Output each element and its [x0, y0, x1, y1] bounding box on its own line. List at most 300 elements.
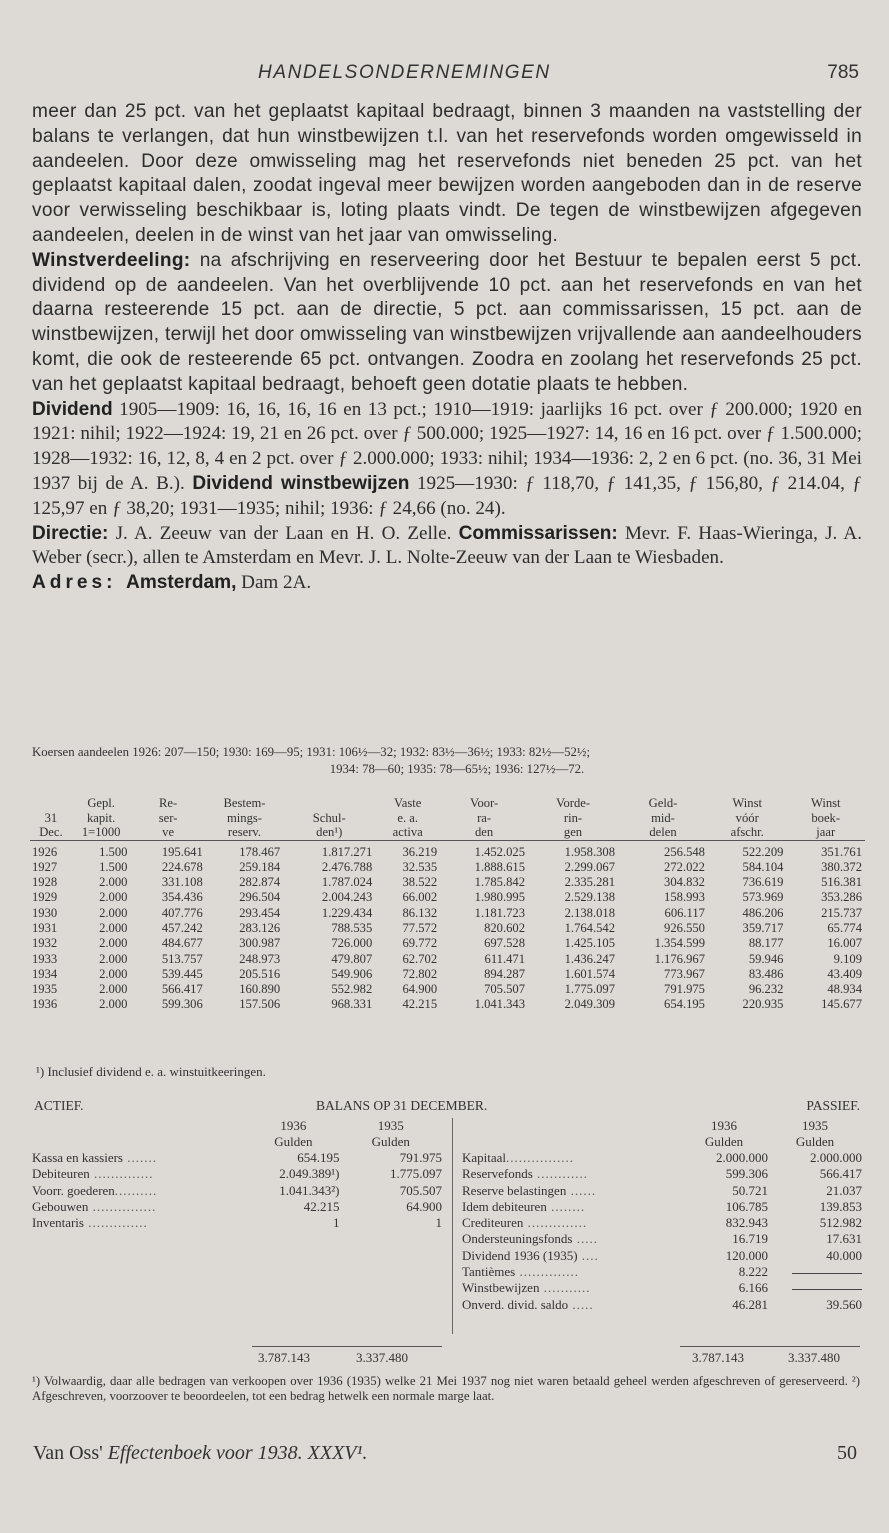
leader-dots: .......	[122, 1150, 157, 1165]
list-item	[32, 1215, 442, 1231]
value-cell: 1.980.995	[474, 890, 526, 905]
table-row	[30, 860, 865, 875]
list-item	[462, 1166, 862, 1182]
stats-header-line: kapit.	[86, 810, 116, 825]
body-text	[32, 100, 862, 596]
table-row	[30, 967, 865, 982]
stats-header-line: ra-	[477, 810, 492, 825]
leader-dots: ..............	[89, 1166, 154, 1182]
directie-text: J. A. Zeeuw van der Laan en H. O. Zelle.	[108, 522, 459, 544]
item-label: Reservefonds	[462, 1166, 533, 1182]
balance-item-label	[32, 1215, 247, 1231]
footer-prefix: Van Oss'	[33, 1442, 103, 1464]
stats-header-cell	[528, 796, 618, 840]
balance-item-label	[32, 1199, 247, 1215]
commissarissen-label: Commissarissen:	[458, 522, 618, 544]
value-cell: 72.802	[402, 966, 438, 981]
leader-dots: ......	[566, 1182, 597, 1198]
value-cell: 59.946	[748, 951, 784, 966]
year-cell: 1930	[32, 905, 58, 920]
passief-total-1935: 3.337.480	[788, 1350, 840, 1365]
stats-header-line: rin-	[563, 810, 583, 825]
leader-dots: ................	[506, 1150, 575, 1165]
value-cell: 736.619	[742, 875, 784, 890]
value-cell: 697.528	[484, 936, 526, 951]
value-cell: 968.331	[331, 997, 373, 1012]
passief-total-1936: 3.787.143	[692, 1350, 744, 1365]
item-label: Debiteuren	[32, 1166, 90, 1182]
passief-label: PASSIEF.	[806, 1098, 860, 1113]
value-cell: 705.507	[484, 982, 526, 997]
balance-value: 705.507	[399, 1182, 442, 1198]
unit-header: Gulden	[274, 1134, 313, 1149]
value-cell: 178.467	[239, 844, 281, 859]
value-cell: 522.209	[742, 844, 784, 859]
year-cell: 1932	[32, 936, 58, 951]
stats-header-cell	[440, 796, 528, 840]
value-cell: 2.529.138	[564, 890, 615, 905]
value-cell: 2.000	[99, 936, 128, 951]
balans-heading	[32, 1098, 862, 1116]
value-cell: 2.004.243	[321, 890, 373, 905]
stats-header-line: Vorde-	[555, 796, 591, 810]
value-cell: 1.425.105	[564, 936, 615, 951]
value-cell: 1.436.247	[564, 951, 615, 966]
balance-value: 120.000	[725, 1247, 768, 1263]
page-number: 785	[827, 62, 859, 83]
value-cell: 791.975	[664, 982, 705, 997]
year-cell: 1929	[32, 890, 58, 905]
balance-value: 654.195	[297, 1150, 340, 1165]
value-cell: 573.969	[742, 890, 784, 905]
balance-value: 1	[435, 1215, 442, 1231]
year-cell: 1936	[32, 997, 58, 1012]
value-cell: 926.550	[664, 920, 705, 935]
value-cell: 157.506	[239, 997, 281, 1012]
year-cell: 1928	[32, 875, 58, 890]
year-cell: 1935	[32, 982, 58, 997]
adres-label: Adres:	[32, 572, 117, 594]
leader-dots: ............	[532, 1166, 589, 1182]
stats-header-line: Bestem-	[223, 796, 266, 810]
item-label: Crediteuren	[462, 1215, 524, 1231]
leader-dots: ...............	[88, 1198, 157, 1214]
balance-value: 2.000.000	[810, 1150, 862, 1165]
value-cell: 552.982	[331, 982, 373, 997]
value-cell: 773.967	[664, 966, 705, 981]
value-cell: 1.785.842	[474, 875, 526, 890]
value-cell: 1.500	[99, 859, 128, 874]
value-cell: 353.286	[821, 890, 862, 905]
statistics-table-header	[30, 796, 865, 840]
value-cell: 726.000	[331, 936, 373, 951]
stats-header-line: Winst	[810, 796, 841, 810]
balance-value: 16.719	[732, 1231, 768, 1247]
paragraph-winstverdeeling	[32, 249, 862, 398]
passief-table	[462, 1118, 862, 1313]
balance-item-label	[462, 1215, 680, 1231]
value-cell: 77.572	[402, 920, 438, 935]
value-cell: 513.757	[161, 951, 203, 966]
value-cell: 788.535	[331, 920, 373, 935]
value-cell: 248.973	[239, 951, 281, 966]
dash-mark	[792, 1289, 862, 1290]
balance-value: 566.417	[819, 1166, 862, 1182]
stats-header-line: activa	[392, 825, 423, 839]
value-cell: 48.934	[827, 982, 862, 997]
year-1935-header: 1935	[802, 1118, 828, 1133]
stats-header-cell	[30, 796, 72, 840]
year-1936-header: 1936	[280, 1118, 307, 1133]
stats-header-line: vóór	[735, 810, 759, 825]
list-item	[462, 1264, 862, 1280]
value-cell: 86.132	[402, 905, 438, 920]
stats-header-line: boek-	[811, 810, 841, 825]
value-cell: 69.772	[402, 936, 438, 951]
balance-value: 42.215	[303, 1198, 340, 1214]
value-cell: 486.206	[742, 905, 784, 920]
dash-mark	[792, 1273, 862, 1274]
balance-item-label	[462, 1183, 680, 1199]
paragraph-dividend	[32, 398, 862, 522]
page-footer	[33, 1442, 857, 1465]
value-cell: 2.049.309	[564, 997, 615, 1012]
list-item	[462, 1183, 862, 1199]
item-label: Kassa en kassiers	[32, 1150, 123, 1165]
balance-value: 512.982	[819, 1215, 862, 1231]
leader-dots: ...........	[539, 1280, 591, 1296]
item-label: Gebouwen	[32, 1198, 89, 1214]
list-item	[462, 1215, 862, 1231]
value-cell: 1.181.723	[474, 905, 526, 920]
value-cell: 407.776	[161, 905, 203, 920]
value-cell: 300.987	[239, 936, 281, 951]
balans-divider	[452, 1118, 453, 1334]
stats-header-line: Gepl.	[87, 796, 115, 810]
stats-header-cell	[375, 796, 440, 840]
table-row	[30, 997, 865, 1012]
value-cell: 1.775.097	[564, 982, 615, 997]
balance-value	[768, 1264, 862, 1280]
value-cell: 479.807	[331, 951, 373, 966]
value-cell: 2.000	[99, 890, 128, 905]
stats-header-line: Schul-	[312, 810, 346, 825]
balance-value: 1.775.097	[390, 1166, 442, 1182]
value-cell: 1.354.599	[654, 936, 705, 951]
table-row	[30, 921, 865, 936]
list-item	[462, 1231, 862, 1247]
stats-header-line: mings-	[226, 810, 262, 825]
list-item	[32, 1183, 442, 1199]
item-label: Idem debiteuren	[462, 1198, 547, 1214]
item-label: Onverd. divid. saldo	[462, 1296, 569, 1312]
stats-header-line: ve	[162, 825, 175, 839]
balance-item-label	[462, 1264, 680, 1280]
balance-value: 139.853	[819, 1198, 862, 1214]
balance-value: 39.560	[826, 1296, 862, 1312]
footnote-dividend: ¹) Inclusief dividend e. a. winstuitkeeringen.	[36, 1064, 266, 1079]
year-cell: 1933	[32, 951, 58, 966]
table-row	[30, 875, 865, 890]
balance-item-label	[462, 1280, 680, 1296]
stats-header-line: 1=1000	[81, 825, 121, 839]
value-cell: 1.601.574	[564, 966, 615, 981]
value-cell: 654.195	[664, 997, 705, 1012]
value-cell: 16.007	[827, 936, 862, 951]
year-cell: 1934	[32, 966, 58, 981]
stats-header-line: Winst	[732, 796, 762, 810]
value-cell: 380.372	[821, 859, 862, 874]
koersen-line-1: Koersen aandeelen 1926: 207—150; 1930: 169—95; 1931: 106½—32; 1932: 83½—36½; 1933: 82½—52½;	[32, 745, 591, 759]
actief-total-rule	[252, 1346, 442, 1347]
value-cell: 331.108	[161, 875, 203, 890]
value-cell: 611.471	[484, 951, 526, 966]
balance-value: 106.785	[725, 1198, 768, 1214]
stats-header-line: reserv.	[227, 825, 262, 839]
commissarissen-text: Mevr. F. Haas-Wieringa, J. A. Weber (secr.), allen te Amsterdam en Mevr. J. L. Nolte-Zeeuw van der Laan te Wiesbaden.	[32, 522, 862, 569]
balance-value: 17.631	[826, 1231, 862, 1247]
item-label: Ondersteuningsfonds	[462, 1231, 573, 1247]
value-cell: 96.232	[748, 982, 784, 997]
value-cell: 2.000	[99, 966, 128, 981]
stats-header-line: 31	[44, 810, 58, 825]
stats-header-line: ser-	[158, 810, 178, 825]
balance-item-label	[462, 1297, 680, 1313]
year-cell: 1927	[32, 859, 58, 874]
koersen-line-2: 1934: 78—60; 1935: 78—65½; 1936: 127½—72.	[329, 762, 585, 776]
adres-street: Dam 2A.	[236, 572, 312, 594]
value-cell: 2.000	[99, 982, 128, 997]
balans-passief	[462, 1118, 862, 1313]
leader-dots: ..........	[114, 1182, 158, 1198]
value-cell: 256.548	[664, 844, 705, 859]
leader-dots: .....	[568, 1296, 594, 1312]
value-cell: 354.436	[161, 890, 203, 905]
dividend-text: 1905—1909: 16, 16, 16, 16 en 13 pct.; 1910—1919: jaarlijks 16 pct. over ƒ 200.000; 1920 en 1921: nihil; 1922—1924: 19, 21 en 26 pct. over ƒ 500.000; 1925—1927: 14, 16 en 16 pct. over ƒ 1.500.000; 1928—1932: 16, 12, 8, 4 en 2 pct. over ƒ 2.000.000; 1933: nihil; 1934—1936: 2, 2 en 6 pct. (no. 36, 31 Mei 1937 bij de A. B.).	[32, 398, 862, 494]
balance-value: 2.000.000	[716, 1150, 768, 1165]
balance-value: 46.281	[732, 1296, 768, 1312]
value-cell: 145.677	[821, 997, 862, 1012]
stats-header-cell	[786, 796, 865, 840]
value-cell: 1.041.343	[474, 997, 526, 1012]
balance-value: 1	[333, 1215, 340, 1231]
stats-header-cell	[618, 796, 708, 840]
footer-page-number: 50	[837, 1442, 857, 1464]
value-cell: 32.535	[402, 859, 438, 874]
balance-value: 599.306	[725, 1166, 768, 1182]
stats-header-cell	[130, 796, 205, 840]
item-label: Reserve belastingen	[462, 1182, 567, 1198]
value-cell: 62.702	[402, 951, 438, 966]
balance-item-label	[462, 1248, 680, 1264]
value-cell: 272.022	[664, 859, 705, 874]
value-cell: 88.177	[748, 936, 784, 951]
actief-total-1935: 3.337.480	[356, 1350, 408, 1365]
year-cell: 1931	[32, 920, 58, 935]
actief-table	[32, 1118, 442, 1231]
unit-header: Gulden	[371, 1134, 410, 1149]
value-cell: 584.104	[742, 859, 784, 874]
value-cell: 1.958.308	[564, 844, 615, 859]
item-label: Winstbewijzen	[462, 1280, 540, 1296]
value-cell: 220.935	[742, 997, 784, 1012]
stats-header-line: delen	[649, 825, 677, 839]
stats-header-line: gen	[563, 825, 583, 839]
value-cell: 9.109	[833, 951, 862, 966]
value-cell: 64.900	[402, 982, 438, 997]
value-cell: 43.409	[827, 966, 862, 981]
value-cell: 160.890	[239, 982, 281, 997]
value-cell: 1.888.615	[474, 859, 526, 874]
list-item	[462, 1150, 862, 1166]
passief-total-rule	[680, 1346, 860, 1347]
value-cell: 2.000	[99, 997, 128, 1012]
list-item	[462, 1280, 862, 1296]
statistics-table-body	[30, 840, 865, 1013]
table-row	[30, 906, 865, 921]
dividend-winstbewijzen-label: Dividend winstbewijzen	[192, 472, 410, 494]
balance-item-label	[462, 1231, 680, 1247]
leader-dots: ........	[546, 1198, 586, 1214]
value-cell: 296.504	[239, 890, 281, 905]
unit-header: Gulden	[795, 1134, 835, 1149]
value-cell: 66.002	[402, 890, 438, 905]
value-cell: 42.215	[402, 997, 438, 1012]
stats-header-line: Vaste	[394, 796, 422, 810]
value-cell: 1.500	[99, 844, 128, 859]
footer-book-title: Effectenboek voor 1938. XXXV¹.	[107, 1442, 368, 1464]
value-cell: 283.126	[239, 920, 281, 935]
table-row	[30, 952, 865, 967]
balance-value: 1.041.343²)	[279, 1182, 340, 1198]
adres-city: Amsterdam,	[126, 572, 237, 594]
balance-value: 791.975	[399, 1150, 442, 1165]
value-cell: 2.000	[99, 905, 128, 920]
balance-item-label	[32, 1166, 247, 1182]
value-cell: 1.452.025	[474, 844, 526, 859]
item-label: Voorr. goederen	[32, 1182, 115, 1198]
item-label: Tantièmes	[462, 1264, 516, 1280]
list-item	[462, 1248, 862, 1264]
balance-item-label	[462, 1199, 680, 1215]
footnote-balans: ¹) Volwaardig, daar alle bedragen van verkoopen over 1936 (1935) welke 21 Mei 1937 nog niet waren betaald geheel werden afgeschreven of gereserveerd. ²) Afgeschreven, voorzoover te beoordeelen, tot een bedrag hetwelk een normale marge laat.	[32, 1374, 860, 1403]
value-cell: 566.417	[161, 982, 203, 997]
value-cell: 820.602	[484, 920, 526, 935]
stats-header-cell	[206, 796, 283, 840]
value-cell: 894.287	[484, 966, 526, 981]
value-cell: 36.219	[402, 844, 438, 859]
balance-item-label	[462, 1166, 680, 1182]
stats-header-line: Geld-	[648, 796, 678, 810]
value-cell: 1.176.967	[654, 951, 705, 966]
value-cell: 2.299.067	[564, 859, 615, 874]
value-cell: 599.306	[161, 997, 203, 1012]
value-cell: 359.717	[742, 920, 784, 935]
list-item	[32, 1199, 442, 1215]
list-item	[462, 1297, 862, 1313]
value-cell: 2.000	[99, 951, 128, 966]
stats-header-line: e. a.	[397, 810, 418, 825]
balans-title: BALANS OP 31 DECEMBER.	[316, 1098, 488, 1113]
table-row	[30, 890, 865, 905]
value-cell: 539.445	[161, 966, 203, 981]
stats-header-line: afschr.	[730, 825, 764, 839]
balance-item-label	[32, 1183, 247, 1199]
value-cell: 195.641	[161, 844, 203, 859]
stats-header-line: mid-	[651, 810, 675, 825]
unit-header: Gulden	[704, 1134, 744, 1149]
value-cell: 457.242	[161, 920, 203, 935]
value-cell: 304.832	[664, 875, 705, 890]
winstverdeeling-label: Winstverdeeling:	[32, 249, 191, 271]
stats-header-line: jaar	[816, 825, 836, 839]
leader-dots: ..............	[83, 1215, 148, 1231]
value-cell: 2.000	[99, 875, 128, 890]
leader-dots: ..............	[523, 1215, 588, 1231]
list-item	[32, 1166, 442, 1182]
stats-header-cell	[283, 796, 375, 840]
value-cell: 215.737	[821, 905, 862, 920]
dividend-winstbewijzen-text: 1925—1930: ƒ 118,70, ƒ 141,35, ƒ 156,80, ƒ 214.04, ƒ 125,97 en ƒ 38,20; 1931—1935; nihil; 1936: ƒ 24,66 (no. 24).	[32, 472, 862, 519]
value-cell: 516.381	[821, 875, 862, 890]
directie-label: Directie:	[32, 522, 109, 544]
balance-value: 40.000	[826, 1247, 862, 1263]
value-cell: 205.516	[239, 966, 281, 981]
balance-value: 8.222	[738, 1264, 768, 1280]
leader-dots: ..............	[515, 1264, 579, 1280]
statistics-table	[30, 796, 865, 1013]
stats-header-line: den¹)	[316, 825, 343, 839]
balance-value: 64.900	[406, 1198, 442, 1214]
balance-value: 6.166	[738, 1280, 768, 1296]
balance-value: 2.049.389¹)	[279, 1166, 340, 1182]
value-cell: 606.117	[664, 905, 705, 920]
stats-header-line: den	[474, 825, 494, 839]
value-cell: 2.138.018	[564, 905, 615, 920]
winstverdeeling-text: na afschrijving en reserveering door het Bestuur te bepalen eerst 5 pct. dividend op de aandeelen. Van het overblijvende 10 pct. aan het reservefonds en van het daarna resteerende 15 pct. aan de directie, 5 pct. aan commissarissen, 15 pct. aan de winstbewijzen, terwijl het door omwisseling van winstbewijzen vrijvallende aan aandeelhouders komt, die ook de resteerende 65 pct. ontvangen. Zoodra en zoolang het reservefonds 25 pct. van het geplaatst kapitaal bedraagt, behoeft geen dotatie plaats te hebben.	[32, 249, 862, 395]
value-cell: 158.993	[664, 890, 705, 905]
actief-total-1936: 3.787.143	[258, 1350, 310, 1365]
leader-dots: ....	[577, 1247, 599, 1263]
actief-label: ACTIEF.	[34, 1098, 84, 1113]
value-cell: 1.764.542	[564, 920, 615, 935]
value-cell: 1.787.024	[321, 875, 373, 890]
value-cell: 259.184	[239, 859, 281, 874]
value-cell: 38.522	[402, 875, 438, 890]
stats-header-line: Re-	[159, 796, 178, 810]
item-label: Inventaris	[32, 1215, 84, 1231]
koersen-aandeelen	[32, 744, 862, 778]
paragraph-directie	[32, 522, 862, 572]
table-row	[30, 982, 865, 997]
balans-actief	[32, 1118, 442, 1231]
balance-value	[768, 1280, 862, 1296]
list-item	[462, 1199, 862, 1215]
balance-item-label	[462, 1150, 680, 1166]
leader-dots: .....	[572, 1231, 598, 1247]
stats-header-line: Voor-	[469, 796, 499, 810]
item-label: Kapitaal	[462, 1150, 507, 1165]
running-header	[0, 60, 889, 90]
list-item	[32, 1150, 442, 1166]
dividend-label: Dividend	[32, 398, 113, 420]
value-cell: 2.335.281	[564, 875, 615, 890]
running-title: HANDELSONDERNEMINGEN	[258, 62, 551, 83]
year-1935-header: 1935	[377, 1118, 404, 1133]
balance-value: 50.721	[732, 1182, 768, 1198]
balance-value: 21.037	[826, 1182, 862, 1198]
value-cell: 549.906	[331, 966, 373, 981]
